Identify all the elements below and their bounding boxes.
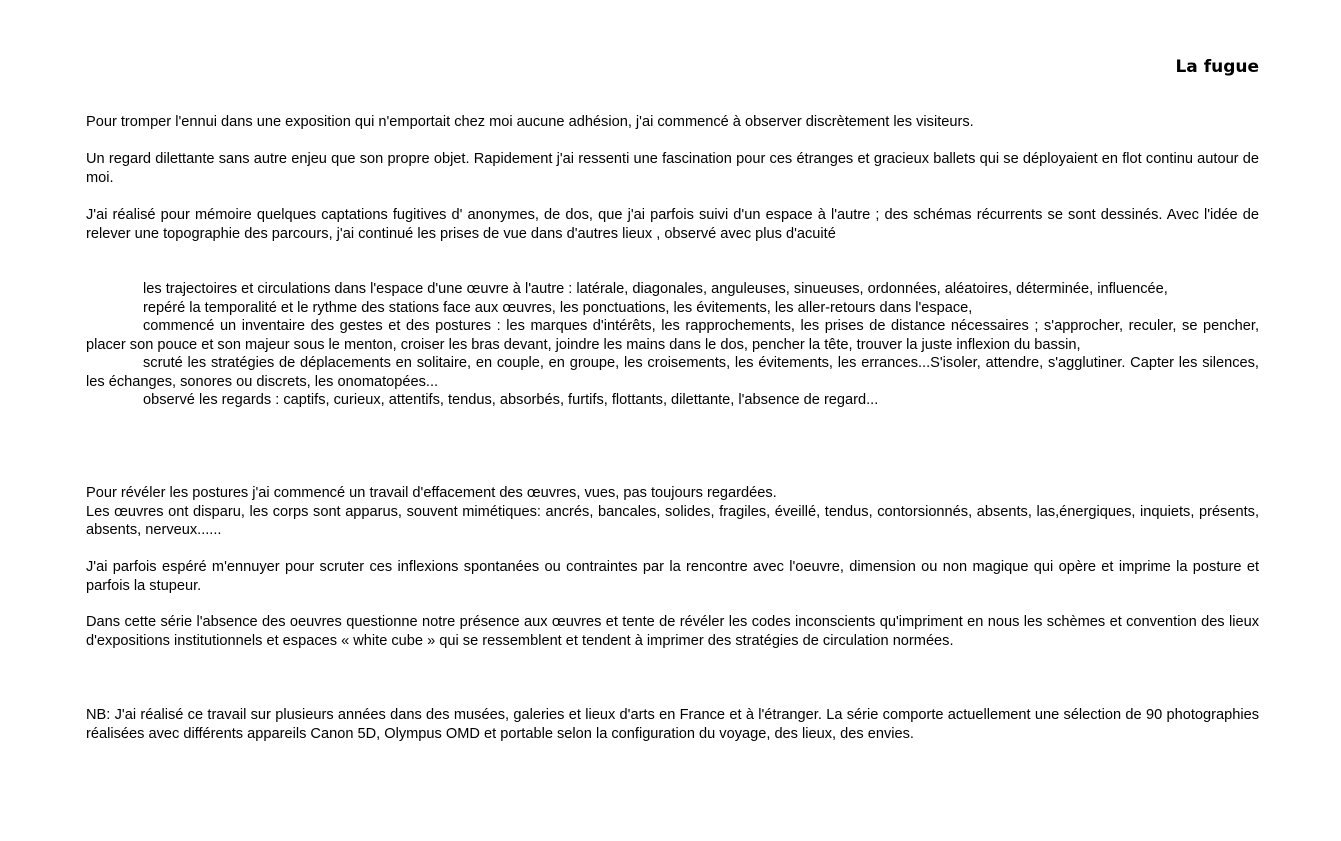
paragraph-captations: J'ai réalisé pour mémoire quelques captations fugitives d' anonymes, de dos, que j'ai parfois suivi d'un espace à l'autre ; des schémas récurrents se sont dessinés. Avec l'idée de relever une topographie des parcours, j'ai continué les prises de vue dans d'autres lieux , observé avec plus d'acuité [86,207,1259,242]
paragraph-postures-line-2: Les œuvres ont disparu, les corps sont apparus, souvent mimétiques: ancrés, bancales, solides, fragiles, éveillé, tendus, contorsionnés, absents, las,énergiques, inquiets, présents, absents, nerveux...... [86,503,1259,538]
list-item-regards: observé les regards : captifs, curieux, attentifs, tendus, absorbés, furtifs, flottants, dilettante, l'absence de regard... [143,392,879,408]
paragraph-serie: Dans cette série l'absence des oeuvres questionne notre présence aux œuvres et tente de révéler les codes inconscients qu'impriment en nous les schèmes et convention des lieux d'expositions institutionnels et espaces « white cube » qui se ressemblent et tendent à imprimer des stratégies de circulation normées. [86,614,1259,649]
paragraph-nb: NB: J'ai réalisé ce travail sur plusieurs années dans des musées, galeries et lieux d'arts en France et à l'étranger. La série comporte actuellement une sélection de 90 photographies réalisées avec différents appareils Canon 5D, Olympus OMD et portable selon la configuration du voyage, des lieux, des envies. [86,707,1259,742]
document-title: La fugue [1175,57,1259,77]
list-item-gestes: commencé un inventaire des gestes et des postures : les marques d'intérêts, les rapprochements, les prises de distance nécessaires ; s'approcher, reculer, se pencher, placer son pouce et son majeur sous le menton, croiser les bras devant, joindre les mains dans le dos, pencher la tête, trouver la juste inflexion du bassin, [86,318,1259,353]
list-item-temporalite: repéré la temporalité et le rythme des stations face aux œuvres, les ponctuations, les évitements, les aller-retours dans l'espace, [143,299,973,316]
list-item-trajectoires: les trajectoires et circulations dans l'espace d'une œuvre à l'autre : latérale, diagonales, anguleuses, sinueuses, ordonnées, aléatoires, déterminée, influencée, [143,281,1168,297]
observation-list [86,280,1259,410]
paragraph-intro: Pour tromper l'ennui dans une exposition qui n'emportait chez moi aucune adhésion, j'ai commencé à observer discrètement les visiteurs. [86,114,974,130]
list-item-strategies: scruté les stratégies de déplacements en solitaire, en couple, en groupe, les croisements, les évitements, les errances...S'isoler, attendre, s'agglutiner. Capter les silences, les échanges, sonores ou discrets, les onomatopées... [86,355,1259,390]
paragraph-postures [86,484,1259,540]
paragraph-regard: Un regard dilettante sans autre enjeu que son propre objet. Rapidement j'ai ressenti une fascination pour ces étranges et gracieux ballets qui se déployaient en flot continu autour de moi. [86,151,1259,186]
paragraph-ennui: J'ai parfois espéré m'ennuyer pour scruter ces inflexions spontanées ou contraintes par la rencontre avec l'oeuvre, dimension ou non magique qui opère et imprime la posture et parfois la stupeur. [86,559,1259,594]
paragraph-postures-line-1: Pour révéler les postures j'ai commencé un travail d'effacement des œuvres, vues, pas toujours regardées. [86,485,777,501]
